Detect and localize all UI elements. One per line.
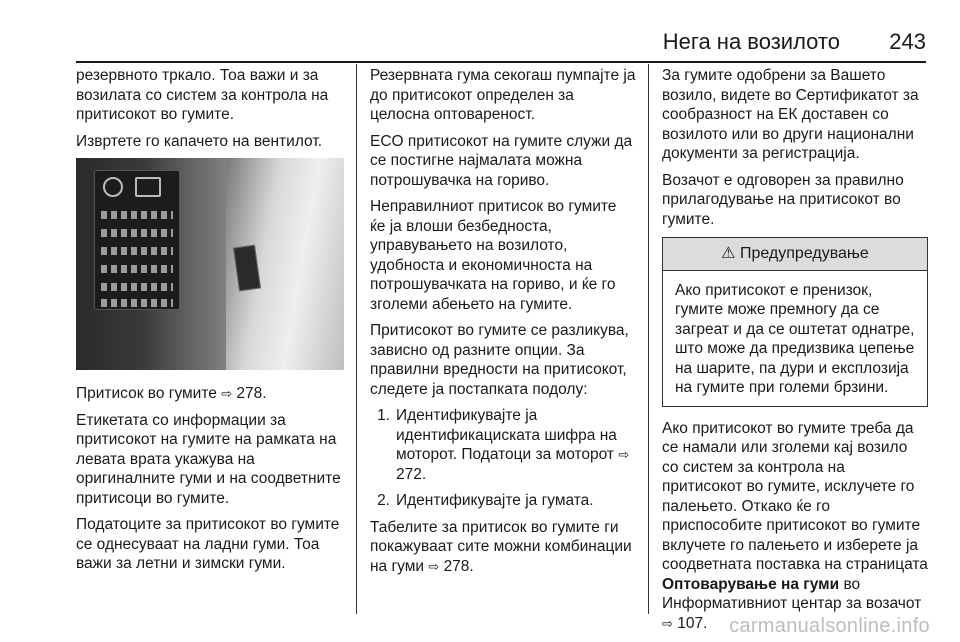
paragraph: резервното тркало. Тоа важи и за возилата со систем за контрола на притисокот во гумите. xyxy=(76,67,329,123)
brand-logo-icon xyxy=(103,177,123,197)
cross-reference-link[interactable]: 272. xyxy=(396,465,427,483)
warning-box xyxy=(662,237,928,407)
paragraph: Ако притисокот во гумите треба да се намали или зголеми кај возило со систем за контрола на притисокот во гумите, исклучете го палењето. Откако ќе го приспособите притисокот во гумите вклучете го палењето и изберете ја соодветната поставка на страницата Оптоварување на гуми во Информативниот центар за возачот ⇨ 107. xyxy=(662,419,928,632)
label-row xyxy=(101,247,173,255)
warning-triangle-icon: ⚠ xyxy=(721,245,736,262)
list-item: 1. Идентификувајте ја идентификациската шифра на моторот. Податоци за моторот ⇨ 272. xyxy=(377,407,630,483)
paragraph: Возачот е одговорен за правилно прилагодување на притисокот во гумите. xyxy=(662,171,904,228)
paragraph: Неправилниот притисок во гумите ќе ја влоши безбедноста, управувањето на возилото, удобноста и економичноста на потрошувачката на гориво, и ќе го зголеми абењето на гумите. xyxy=(370,198,617,313)
paragraph: Извртете го капачето на вентилот. xyxy=(76,132,323,150)
label-row xyxy=(101,299,173,307)
column-2 xyxy=(370,66,636,583)
paragraph: Притисокот во гумите се разликува, зависно од разните опции. За правилни вредности на притисокот, следете ја постапката подолу: xyxy=(370,322,629,398)
numbered-list xyxy=(370,406,636,511)
tyre-pressure-label xyxy=(94,170,180,310)
column-3 xyxy=(662,66,928,640)
paragraph: ECO притисокот на гумите служи да се постигне најмалата можна потрошувачка на гориво. xyxy=(370,132,633,189)
header-divider xyxy=(76,61,926,63)
paragraph: За гумите одобрени за Вашето возило, видете во Сертификатот за сообразност на ЕК доставен со возилото или во други национални документи за регистрација. xyxy=(662,67,919,162)
list-item: 2. Идентификувајте ја гумата. xyxy=(377,492,594,509)
arrow-right-icon: ⇨ xyxy=(662,615,673,631)
cross-reference-link[interactable]: 278. xyxy=(236,385,267,402)
warning-title: Предупредување xyxy=(739,245,869,262)
warning-text: Ако притисокот е пренизок, гумите може премногу да се загреат и да се оштетат однатре, што може да предизвика цепење на шарите, па дури и експлозија на гумите при големи брзини. xyxy=(675,281,915,396)
watermark: carmanualsonline.info xyxy=(729,615,930,637)
label-row xyxy=(101,211,173,219)
setting-name: Оптоварување на гуми xyxy=(662,575,840,593)
label-row xyxy=(101,265,173,273)
label-row xyxy=(101,283,173,291)
paragraph: Резервната гума секогаш пумпајте ја до притисокот определен за целосна оптовареност. xyxy=(370,67,636,123)
label-row xyxy=(101,229,173,237)
section-title: Нега на возилото xyxy=(662,29,840,54)
cross-reference-link[interactable]: 278. xyxy=(443,557,474,575)
page-number: 243 xyxy=(889,29,926,54)
column-divider xyxy=(356,64,357,614)
column-divider xyxy=(648,64,649,614)
arrow-right-icon: ⇨ xyxy=(428,558,440,574)
tyre-label-photo xyxy=(76,158,344,370)
cross-reference-link[interactable]: 107. xyxy=(677,614,708,632)
page-header xyxy=(76,28,926,62)
paragraph: Податоците за притисокот во гумите се однесуваат на ладни гуми. Тоа важи за летни и зимски гуми. xyxy=(76,516,340,572)
paragraph: Етикетата со информации за притисокот на гумите на рамката на левата врата укажува на оригиналните гуми и на соодветните притисоци во гумите. xyxy=(76,411,341,507)
arrow-right-icon: ⇨ xyxy=(221,386,233,401)
warning-header xyxy=(663,238,927,271)
manual-book-icon xyxy=(135,177,161,197)
photo-caption: Притисок во гумите ⇨ 278. xyxy=(76,385,267,402)
column-1 xyxy=(76,66,344,581)
arrow-right-icon: ⇨ xyxy=(618,447,630,462)
paragraph: Табелите за притисок во гумите ги покажуваат сите можни комбинации на гуми ⇨ 278. xyxy=(370,518,632,575)
